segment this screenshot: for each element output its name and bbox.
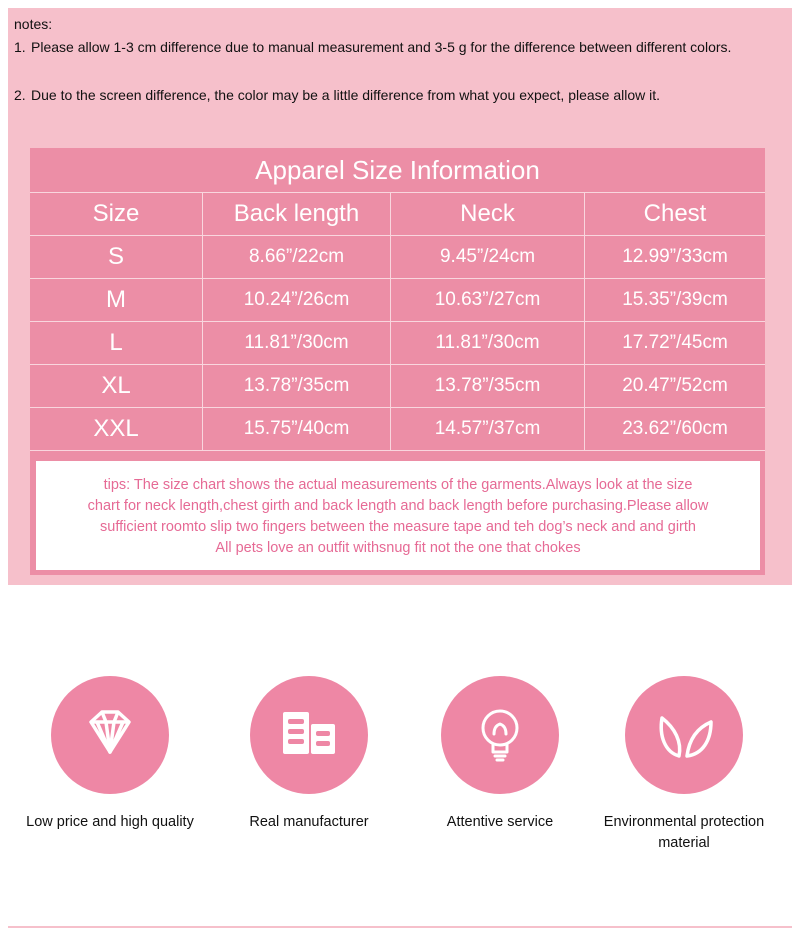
- cell-neck: 14.57”/37cm: [391, 408, 585, 450]
- table-row: [30, 408, 765, 451]
- feature-low-price: [15, 676, 205, 833]
- note-item: [14, 40, 734, 55]
- feature-attentive-service: [405, 676, 595, 833]
- cell-chest: 20.47”/52cm: [622, 375, 728, 396]
- cell-chest: 15.35”/39cm: [622, 289, 728, 310]
- tips-line: tips: The size chart shows the actual measurements of the garments.Always look at the size: [103, 477, 693, 493]
- feature-label: Real manufacturer: [249, 814, 369, 830]
- header-back-length: Back length: [203, 193, 391, 235]
- cell-back-length: 13.78”/35cm: [203, 365, 391, 407]
- cell-chest: 12.99”/33cm: [622, 246, 728, 267]
- note-number: 1.: [14, 39, 26, 55]
- feature-circle: [441, 676, 559, 794]
- table-row: [30, 322, 765, 365]
- tips-line: chart for neck length,chest girth and back length and back length before purchasing.Please allow: [87, 498, 709, 514]
- note-text: Please allow 1-3 cm difference due to manual measurement and 3-5 g for the difference between different colors.: [31, 39, 732, 55]
- building-icon: [250, 676, 368, 794]
- cell-back-length: 11.81”/30cm: [203, 322, 391, 364]
- cell-size: XXL: [30, 408, 203, 450]
- cell-neck: 11.81”/30cm: [391, 322, 585, 364]
- table-row: [30, 236, 765, 279]
- cell-size: M: [30, 279, 203, 321]
- header-neck: Neck: [391, 193, 585, 235]
- feature-circle: [250, 676, 368, 794]
- tips-box: [36, 461, 760, 570]
- leaf-icon: [625, 676, 743, 794]
- tips-line: All pets love an outfit withsnug fit not the one that chokes: [215, 540, 581, 556]
- tips-text: [56, 475, 740, 559]
- tips-line: sufficient roomto slip two fingers between the measure tape and teh dog’s neck and and girth: [100, 519, 696, 535]
- feature-label: Environmental protection material: [603, 814, 765, 851]
- cell-neck: 10.63”/27cm: [391, 279, 585, 321]
- feature-label: Attentive service: [446, 814, 554, 830]
- table-title: Apparel Size Information: [30, 148, 765, 193]
- cell-size: S: [30, 236, 203, 278]
- notes-panel: [8, 8, 792, 585]
- feature-circle: [51, 676, 169, 794]
- cell-neck: 13.78”/35cm: [391, 365, 585, 407]
- feature-label: Low price and high quality: [26, 814, 194, 830]
- lightbulb-icon: [441, 676, 559, 794]
- header-size: Size: [30, 193, 203, 235]
- size-grid: [30, 193, 765, 451]
- feature-circle: [625, 676, 743, 794]
- cell-chest: 17.72”/45cm: [622, 332, 728, 353]
- note-text: Due to the screen difference, the color may be a little difference from what you expect, please allow it.: [31, 87, 661, 103]
- cell-back-length: 15.75”/40cm: [203, 408, 391, 450]
- feature-real-manufacturer: [214, 676, 404, 833]
- cell-size: XL: [30, 365, 203, 407]
- table-header-row: [30, 193, 765, 236]
- cell-neck: 9.45”/24cm: [391, 236, 585, 278]
- cell-back-length: 8.66”/22cm: [203, 236, 391, 278]
- cell-size: L: [30, 322, 203, 364]
- header-chest: Chest: [643, 200, 707, 227]
- bottom-divider: [8, 926, 792, 928]
- cell-chest: 23.62”/60cm: [622, 418, 728, 439]
- table-row: [30, 365, 765, 408]
- note-item: [14, 88, 734, 103]
- size-table: [30, 148, 765, 575]
- notes-title: notes:: [14, 16, 53, 32]
- cell-back-length: 10.24”/26cm: [203, 279, 391, 321]
- feature-environmental: [589, 676, 779, 854]
- table-row: [30, 279, 765, 322]
- diamond-icon: [51, 676, 169, 794]
- note-number: 2.: [14, 87, 26, 103]
